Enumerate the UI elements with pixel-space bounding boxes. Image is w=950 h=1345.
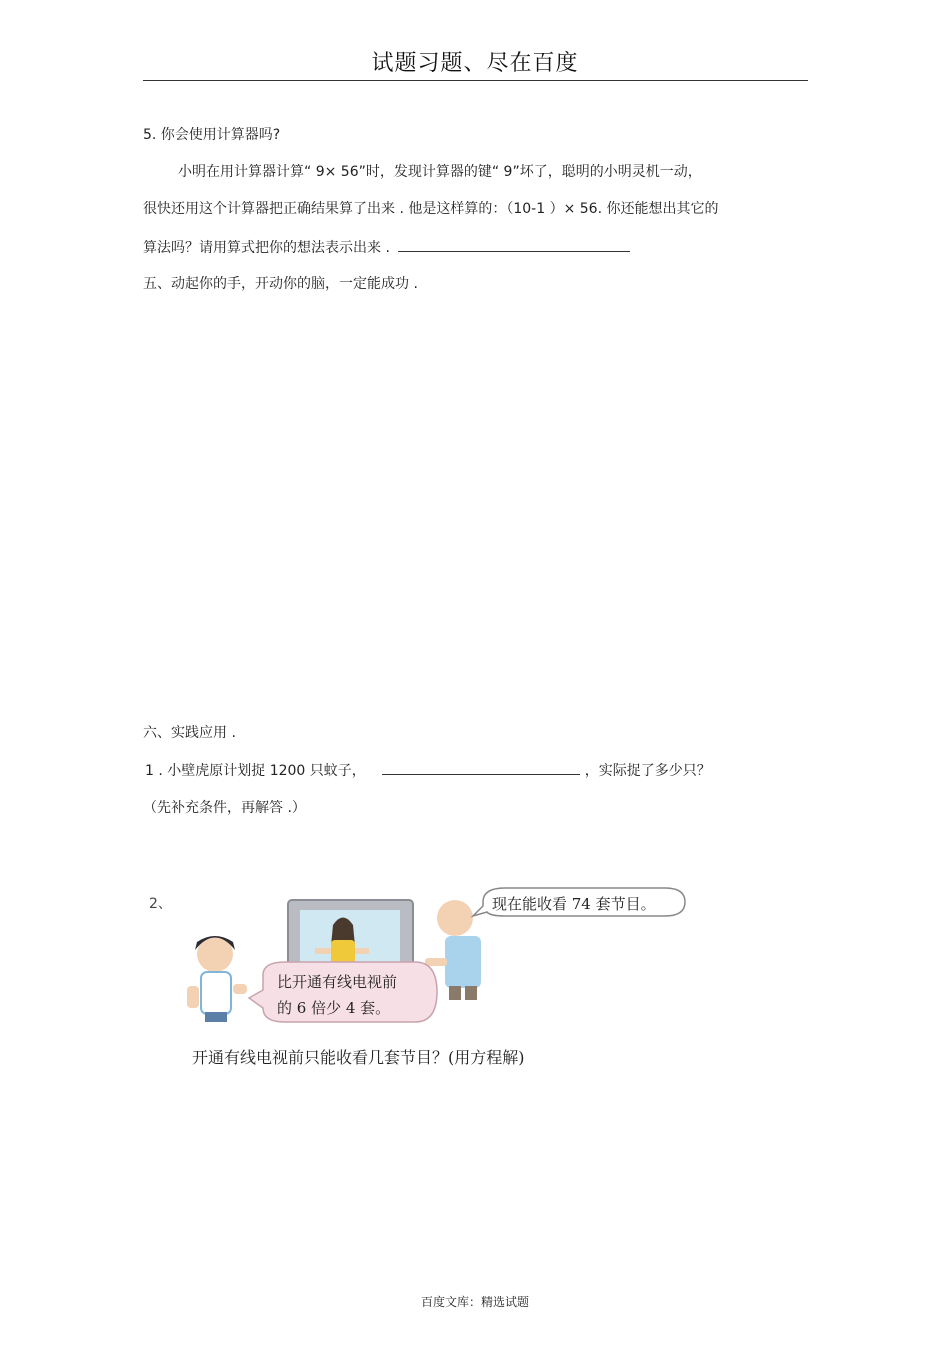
section6-q1-part1: 1 . 小壁虎原计划捉 1200 只蚊子， bbox=[145, 763, 366, 779]
q5-answer-blank[interactable] bbox=[398, 237, 630, 252]
old-man-speech-bubble bbox=[473, 888, 685, 916]
section5-title: 五、动起你的手，开动你的脑，一定能成功 . bbox=[143, 276, 418, 292]
q5-text-line2: 很快还用这个计算器把正确结果算了出来 . 他是这样算的：（10-1 ）× 56. 你还能想出其它的 bbox=[143, 201, 719, 217]
q5-title: 5. 你会使用计算器吗? bbox=[143, 127, 281, 143]
section6-title: 六、实践应用 . bbox=[143, 725, 236, 741]
q5-text-line1: 小明在用计算器计算“ 9× 56”时，发现计算器的键“ 9”坏了，聪明的小明灵机一动， bbox=[178, 164, 702, 180]
section6-q1-blank[interactable] bbox=[382, 760, 580, 775]
q5-text-line3 bbox=[143, 237, 630, 258]
page-footer: 百度文库：精选试题 bbox=[420, 1295, 529, 1309]
boy-speech-bubble bbox=[249, 962, 437, 1022]
q2-question: 开通有线电视前只能收看几套节目？(用方程解) bbox=[192, 1048, 525, 1067]
section6-q1-part2: ，实际捉了多少只？ bbox=[584, 763, 711, 779]
old-man-speech-text: 现在能收看 74 套节目。 bbox=[492, 895, 656, 913]
boy-figure bbox=[187, 936, 247, 1022]
boy-speech-line2: 的 6 倍少 4 套。 bbox=[277, 999, 391, 1017]
header-divider bbox=[143, 80, 808, 81]
q2-number: 2、 bbox=[149, 896, 172, 912]
section6-q1-note: （先补充条件，再解答 .） bbox=[143, 800, 306, 816]
boy-speech-line1: 比开通有线电视前 bbox=[277, 973, 398, 991]
section6-q1 bbox=[145, 760, 711, 781]
page-header-title: 试题习题、尽在百度 bbox=[371, 51, 579, 76]
q5-text-line3-label: 算法吗？请用算式把你的想法表示出来 . bbox=[143, 240, 390, 256]
